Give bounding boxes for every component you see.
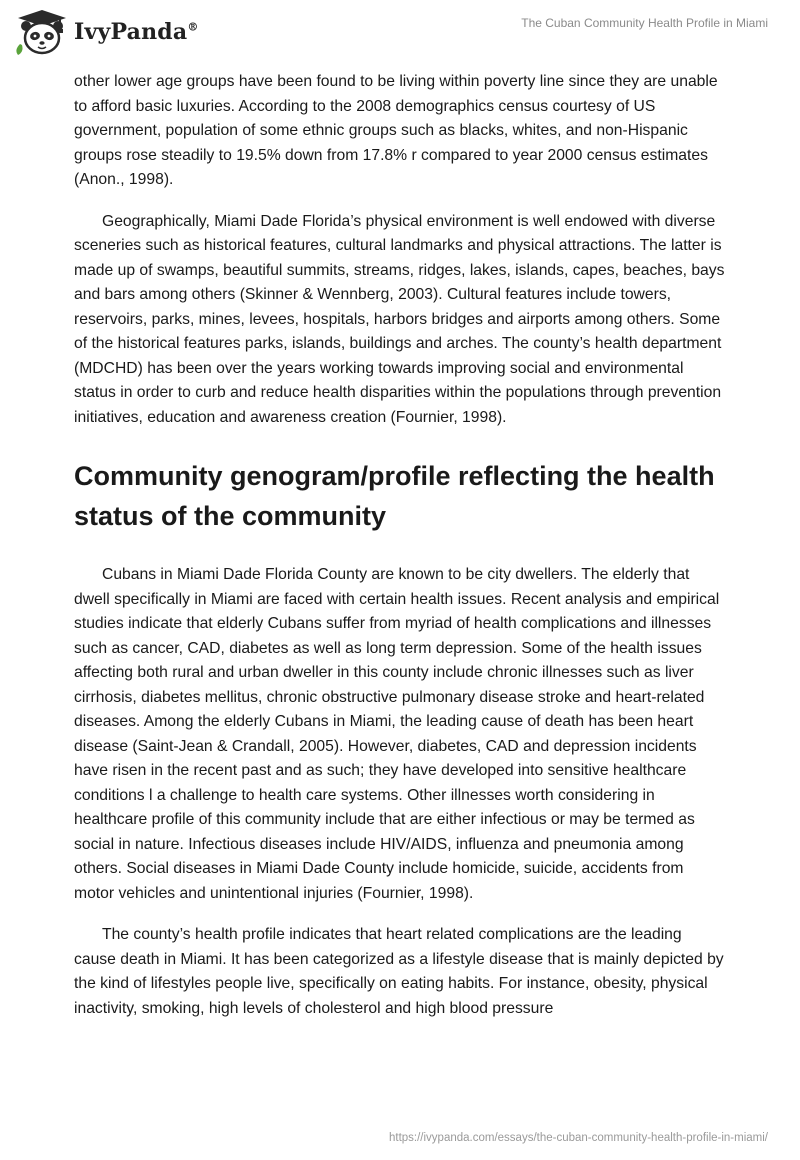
essay-content (74, 70, 726, 1038)
brand-logo[interactable] (12, 8, 199, 56)
source-url[interactable]: https://ivypanda.com/essays/the-cuban-community-health-profile-in-miami/ (388, 1132, 768, 1144)
paragraph: The county’s health profile indicates that heart related complications are the leading cause death in Miami. It has been categorized as a lifestyle disease that is mainly depicted by the kind of lifestyles people live, specifically on eating habits. For instance, obesity, physical inactivity, smoking, high levels of cholesterol and high blood pressure (74, 926, 724, 1017)
paragraph: Geographically, Miami Dade Florida’s physical environment is well endowed with diverse sceneries such as historical features, cultural landmarks and physical attractions. The latter is made up of swamps, beautiful summits, streams, ridges, lakes, islands, capes, beaches, bays and bars among others (Skinner & Wennberg, 2003). Cultural features include towers, reservoirs, parks, mines, levees, hospitals, harbors bridges and airports among others. Some of the historical features parks, islands, buildings and arches. The county’s health department (MDCHD) has been over the years working towards improving social and environmental status in order to curb and reduce health disparities within the populations through prevention initiatives, education and awareness creation (Fournier, 1998). (74, 212, 725, 426)
section-heading: Community genogram/profile reflecting the health status of the community (74, 461, 715, 531)
paragraph: other lower age groups have been found to be living within poverty line since they are unable to afford basic luxuries. According to the 2008 demographics census courtesy of US government, population of some ethnic groups such as blacks, whites, and non-Hispanic groups rose steadily to 19.5% down from 17.8% r compared to year 2000 census estimates (Anon., 1998). (74, 73, 718, 188)
panda-graduation-cap-icon (12, 8, 72, 56)
paragraph: Cubans in Miami Dade Florida County are known to be city dwellers. The elderly that dwell specifically in Miami are faced with certain health issues. Recent analysis and empirical studies indicate that elderly Cubans suffer from myriad of health complications and illnesses such as cancer, CAD, diabetes as well as long term depression. Some of the health issues affecting both rural and urban dweller in this county include chronic illnesses such as liver cirrhosis, diabetes mellitus, chronic obstructive pulmonary disease stroke and heart-related diseases. Among the elderly Cubans in Miami, the leading cause of death has been heart disease (Saint-Jean & Crandall, 2005). However, diabetes, CAD and depression incidents have risen in the recent past and as such; they have developed into sensitive healthcare conditions l a challenge to health care systems. Other illnesses worth considering in healthcare profile of this community include that are either infectious or may be termed as social in nature. Infectious diseases include HIV/AIDS, influenza and pneumonia among others. Social diseases in Miami Dade County include homicide, suicide, accidents from motor vehicles and unintentional injuries (Fournier, 1998). (74, 566, 720, 902)
document-title: The Cuban Community Health Profile in Miami (521, 16, 768, 30)
brand-name: IvyPanda® (74, 19, 199, 45)
registered-mark: ® (187, 20, 199, 34)
